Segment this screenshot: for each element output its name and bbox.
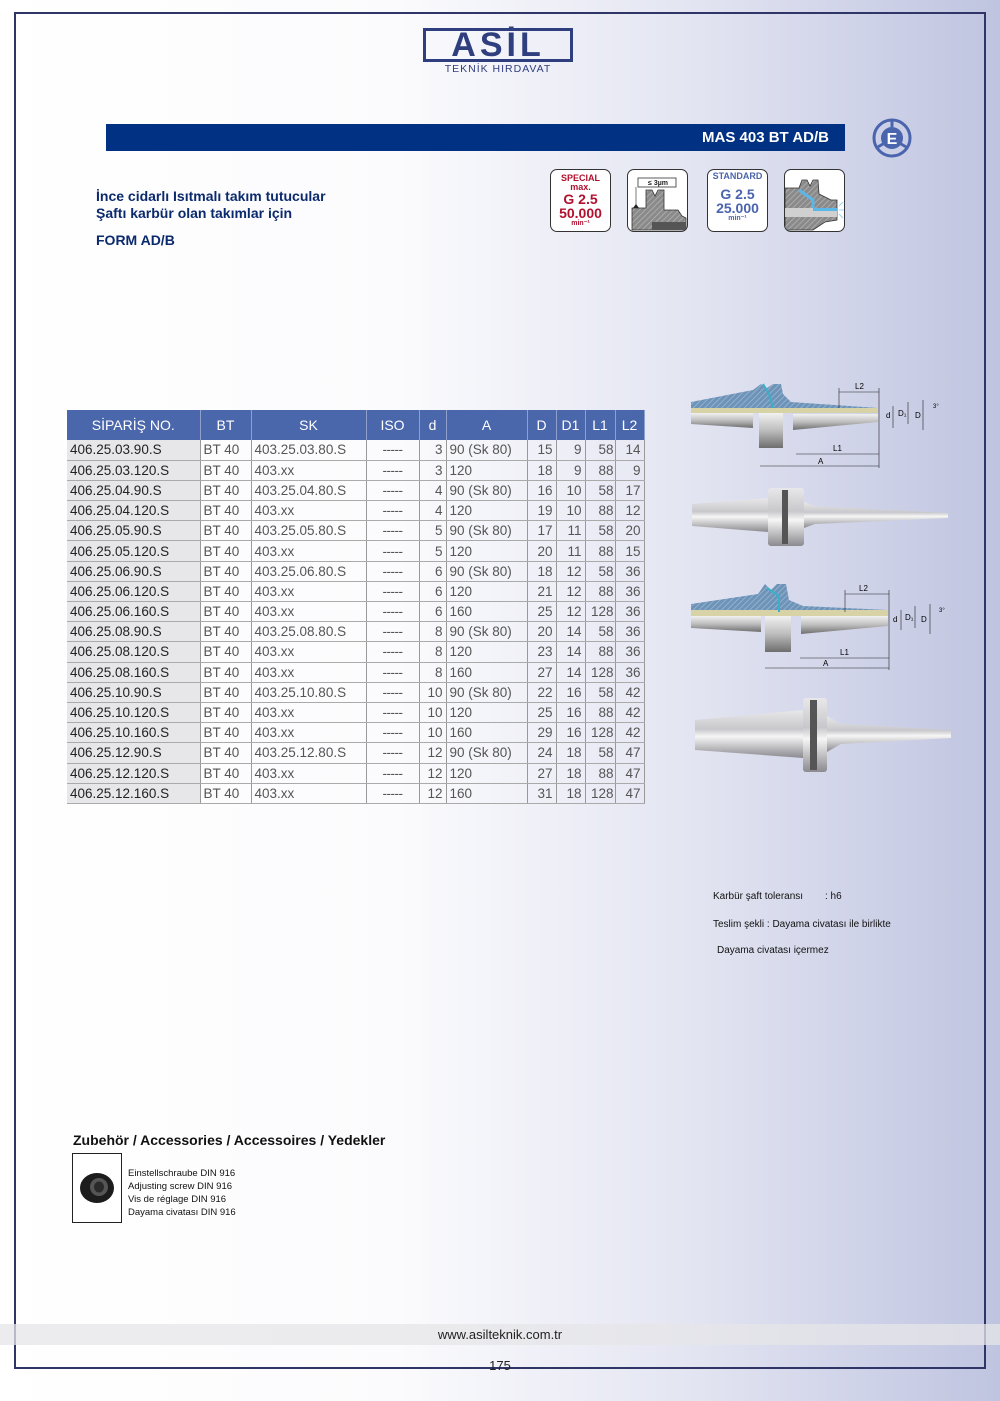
table-cell: 42 — [615, 682, 644, 702]
table-row — [67, 763, 644, 783]
table-cell: 160 — [446, 602, 527, 622]
tolerance-label: Karbür şaft toleransı — [713, 891, 804, 902]
accessories-title: Zubehör / Accessories / Accessoires / Yedekler — [73, 1132, 386, 1148]
table-cell: 128 — [585, 723, 615, 743]
badge-label: SPECIAL — [560, 173, 600, 183]
table-cell: 406.25.04.120.S — [67, 501, 200, 521]
table-cell: 406.25.08.120.S — [67, 642, 200, 662]
table-row — [67, 480, 644, 500]
page-number: 175 — [489, 1358, 511, 1373]
table-cell: 9 — [556, 460, 585, 480]
table-cell: 58 — [585, 622, 615, 642]
table-cell: BT 40 — [200, 743, 251, 763]
badge-grade: G 2.5 — [563, 191, 598, 207]
table-cell: 12 — [556, 581, 585, 601]
badge-label: STANDARD — [712, 171, 763, 181]
table-cell: 47 — [615, 783, 644, 803]
table-cell: ----- — [366, 642, 419, 662]
table-cell: 58 — [585, 440, 615, 460]
table-cell: 36 — [615, 642, 644, 662]
table-cell: 403.25.12.80.S — [251, 743, 366, 763]
table-cell: ----- — [366, 581, 419, 601]
dim-label-d-small: d — [886, 411, 891, 420]
special-balance-badge — [550, 169, 611, 232]
dim-label-l2: L2 — [855, 382, 864, 391]
specification-table — [67, 410, 645, 804]
table-cell: 58 — [585, 480, 615, 500]
col-header: SİPARİŞ NO. — [67, 410, 200, 440]
table-row — [67, 541, 644, 561]
table-cell: BT 40 — [200, 480, 251, 500]
runout-badge — [627, 169, 688, 232]
table-cell: BT 40 — [200, 763, 251, 783]
table-cell: 47 — [615, 763, 644, 783]
table-cell: 10 — [556, 480, 585, 500]
table-cell: 8 — [419, 662, 446, 682]
table-cell: BT 40 — [200, 521, 251, 541]
table-cell: 3 — [419, 460, 446, 480]
table-cell: 403.xx — [251, 723, 366, 743]
table-cell: 406.25.12.120.S — [67, 763, 200, 783]
table-cell: 11 — [556, 521, 585, 541]
tool-holder-photo-bottom — [693, 690, 953, 780]
table-cell: BT 40 — [200, 602, 251, 622]
table-cell: 120 — [446, 642, 527, 662]
table-cell: 14 — [556, 642, 585, 662]
accessory-item: Vis de réglage DIN 916 — [128, 1194, 227, 1205]
table-cell: ----- — [366, 541, 419, 561]
table-cell: BT 40 — [200, 501, 251, 521]
table-cell: 27 — [527, 763, 556, 783]
table-cell: 6 — [419, 581, 446, 601]
table-row — [67, 602, 644, 622]
table-cell: 8 — [419, 642, 446, 662]
table-cell: 16 — [556, 682, 585, 702]
table-cell: 18 — [527, 561, 556, 581]
col-header: SK — [251, 410, 366, 440]
table-cell: 403.25.04.80.S — [251, 480, 366, 500]
table-cell: BT 40 — [200, 682, 251, 702]
runout-icon — [628, 170, 688, 232]
table-cell: 10 — [419, 723, 446, 743]
table-cell: 403.25.06.80.S — [251, 561, 366, 581]
excludes-note: Dayama civatası içermez — [717, 945, 829, 956]
table-cell: ----- — [366, 480, 419, 500]
dim-label-a: A — [818, 457, 824, 466]
table-cell: 128 — [585, 662, 615, 682]
table-cell: 406.25.08.90.S — [67, 622, 200, 642]
badge-rpm: 50.000 — [559, 205, 602, 221]
table-cell: 88 — [585, 501, 615, 521]
logo-subtitle: TEKNİK HIRDAVAT — [444, 63, 552, 75]
table-cell: ----- — [366, 602, 419, 622]
table-cell: 403.25.08.80.S — [251, 622, 366, 642]
dim-label-angle: 3° — [933, 404, 939, 410]
table-cell: 120 — [446, 501, 527, 521]
set-screw-icon — [73, 1154, 121, 1222]
table-cell: 24 — [527, 743, 556, 763]
table-cell: 88 — [585, 642, 615, 662]
coolant-channel-icon — [785, 170, 845, 232]
table-header-row — [67, 410, 644, 440]
table-row — [67, 662, 644, 682]
col-header: D1 — [556, 410, 585, 440]
table-cell: 16 — [556, 702, 585, 722]
table-cell: 90 (Sk 80) — [446, 561, 527, 581]
table-cell: 58 — [585, 521, 615, 541]
table-cell: 17 — [615, 480, 644, 500]
table-cell: 18 — [527, 460, 556, 480]
table-cell: ----- — [366, 783, 419, 803]
table-cell: 406.25.10.90.S — [67, 682, 200, 702]
table-cell: BT 40 — [200, 460, 251, 480]
table-cell: BT 40 — [200, 642, 251, 662]
table-row — [67, 682, 644, 702]
table-cell: 406.25.10.120.S — [67, 702, 200, 722]
table-cell: 20 — [527, 622, 556, 642]
table-cell: 15 — [527, 440, 556, 460]
table-cell: 403.xx — [251, 501, 366, 521]
accessory-item: Einstellschraube DIN 916 — [128, 1168, 236, 1179]
table-cell: 120 — [446, 460, 527, 480]
table-cell: 406.25.12.160.S — [67, 783, 200, 803]
table-cell: 10 — [556, 501, 585, 521]
table-row — [67, 622, 644, 642]
table-cell: 58 — [585, 743, 615, 763]
col-header: BT — [200, 410, 251, 440]
dim-label-d1: D₁ — [898, 409, 907, 418]
table-cell: 406.25.03.120.S — [67, 460, 200, 480]
table-cell: 12 — [556, 561, 585, 581]
svg-text:E: E — [886, 131, 898, 148]
table-cell: 403.xx — [251, 602, 366, 622]
table-cell: 9 — [556, 440, 585, 460]
table-cell: 90 (Sk 80) — [446, 622, 527, 642]
table-cell: ----- — [366, 622, 419, 642]
table-cell: ----- — [366, 743, 419, 763]
table-cell: 403.xx — [251, 460, 366, 480]
table-cell: 18 — [556, 743, 585, 763]
table-cell: 403.xx — [251, 642, 366, 662]
table-cell: 406.25.04.90.S — [67, 480, 200, 500]
table-cell: 14 — [615, 440, 644, 460]
table-cell: 36 — [615, 581, 644, 601]
table-cell: ----- — [366, 682, 419, 702]
dim-label-l1: L1 — [840, 648, 849, 657]
table-cell: 31 — [527, 783, 556, 803]
table-cell: 406.25.10.160.S — [67, 723, 200, 743]
table-cell: 15 — [615, 541, 644, 561]
table-row — [67, 521, 644, 541]
table-cell: 6 — [419, 602, 446, 622]
table-cell: 36 — [615, 602, 644, 622]
table-cell: ----- — [366, 440, 419, 460]
table-cell: 160 — [446, 662, 527, 682]
table-cell: 403.xx — [251, 541, 366, 561]
table-cell: 403.xx — [251, 702, 366, 722]
e-emblem-icon — [871, 117, 913, 159]
table-row — [67, 501, 644, 521]
table-row — [67, 460, 644, 480]
table-cell: 406.25.05.120.S — [67, 541, 200, 561]
table-cell: 406.25.12.90.S — [67, 743, 200, 763]
badge-unit: min⁻¹ — [728, 215, 747, 222]
table-cell: 4 — [419, 480, 446, 500]
table-cell: 403.xx — [251, 662, 366, 682]
badge-grade: G 2.5 — [720, 186, 755, 202]
table-cell: 12 — [419, 743, 446, 763]
table-cell: 16 — [527, 480, 556, 500]
table-cell: BT 40 — [200, 622, 251, 642]
description-line-1: İnce cidarlı Isıtmalı takım tutucular — [96, 188, 326, 204]
table-cell: 88 — [585, 702, 615, 722]
coolant-badge — [784, 169, 845, 232]
table-row — [67, 702, 644, 722]
badge-rpm: 25.000 — [716, 200, 759, 216]
badge-max: max. — [570, 182, 591, 192]
tolerance-value: : h6 — [825, 891, 842, 902]
company-logo — [423, 28, 573, 75]
table-cell: 18 — [556, 763, 585, 783]
table-cell: 160 — [446, 723, 527, 743]
table-cell: 12 — [419, 763, 446, 783]
accessory-item: Dayama civatası DIN 916 — [128, 1207, 236, 1218]
accessory-item: Adjusting screw DIN 916 — [128, 1181, 233, 1192]
table-cell: 90 (Sk 80) — [446, 480, 527, 500]
table-cell: 36 — [615, 561, 644, 581]
table-cell: 23 — [527, 642, 556, 662]
table-cell: 10 — [419, 702, 446, 722]
table-cell: 20 — [615, 521, 644, 541]
table-cell: 12 — [615, 501, 644, 521]
product-title: MAS 403 BT AD/B — [702, 129, 829, 146]
table-cell: 8 — [419, 622, 446, 642]
table-cell: 120 — [446, 581, 527, 601]
table-row — [67, 783, 644, 803]
table-cell: ----- — [366, 662, 419, 682]
table-cell: 22 — [527, 682, 556, 702]
table-cell: 406.25.05.90.S — [67, 521, 200, 541]
table-cell: 88 — [585, 763, 615, 783]
table-cell: 406.25.03.90.S — [67, 440, 200, 460]
col-header: L1 — [585, 410, 615, 440]
table-cell: 10 — [419, 682, 446, 702]
table-cell: 406.25.06.120.S — [67, 581, 200, 601]
table-cell: 403.xx — [251, 581, 366, 601]
table-cell: BT 40 — [200, 662, 251, 682]
table-cell: BT 40 — [200, 783, 251, 803]
table-cell: 20 — [527, 541, 556, 561]
table-cell: 120 — [446, 541, 527, 561]
table-cell: 90 (Sk 80) — [446, 521, 527, 541]
col-header: L2 — [615, 410, 644, 440]
standard-balance-badge — [707, 169, 768, 232]
table-cell: BT 40 — [200, 723, 251, 743]
table-cell: 406.25.06.160.S — [67, 602, 200, 622]
table-cell: 5 — [419, 521, 446, 541]
table-cell: 128 — [585, 602, 615, 622]
col-header: ISO — [366, 410, 419, 440]
dim-label-d1: D₁ — [905, 613, 914, 622]
table-cell: 160 — [446, 783, 527, 803]
dim-label-d: D — [915, 411, 921, 420]
badge-unit: min⁻¹ — [571, 220, 590, 227]
table-cell: 25 — [527, 602, 556, 622]
table-cell: ----- — [366, 521, 419, 541]
table-cell: 12 — [419, 783, 446, 803]
table-cell: 58 — [585, 561, 615, 581]
table-row — [67, 723, 644, 743]
table-cell: 406.25.06.90.S — [67, 561, 200, 581]
table-cell: 27 — [527, 662, 556, 682]
tool-holder-photo-top — [690, 480, 950, 555]
table-cell: BT 40 — [200, 541, 251, 561]
section-drawing-bottom — [683, 580, 953, 672]
table-cell: 14 — [556, 622, 585, 642]
runout-label: ≤ 3µm — [648, 180, 668, 187]
table-cell: 36 — [615, 622, 644, 642]
table-cell: ----- — [366, 561, 419, 581]
table-cell: 42 — [615, 723, 644, 743]
table-cell: ----- — [366, 460, 419, 480]
table-cell: 403.25.03.80.S — [251, 440, 366, 460]
website-link[interactable]: www.asilteknik.com.tr — [437, 1327, 563, 1342]
table-cell: ----- — [366, 723, 419, 743]
dim-label-l1: L1 — [833, 444, 842, 453]
table-cell: 128 — [585, 783, 615, 803]
table-row — [67, 642, 644, 662]
product-description — [96, 188, 326, 248]
table-cell: 21 — [527, 581, 556, 601]
table-row — [67, 561, 644, 581]
table-cell: 36 — [615, 662, 644, 682]
dim-label-d-small: d — [893, 615, 898, 624]
table-cell: 403.25.10.80.S — [251, 682, 366, 702]
table-cell: 25 — [527, 702, 556, 722]
table-cell: 17 — [527, 521, 556, 541]
table-cell: 120 — [446, 763, 527, 783]
delivery-note: Teslim şekli : Dayama civatası ile birlikte — [713, 919, 891, 930]
table-cell: 29 — [527, 723, 556, 743]
form-type: FORM AD/B — [96, 232, 175, 248]
table-cell: 403.xx — [251, 783, 366, 803]
table-cell: 12 — [556, 602, 585, 622]
table-row — [67, 581, 644, 601]
section-drawing-top — [683, 378, 953, 470]
table-cell: 14 — [556, 662, 585, 682]
accessory-image — [72, 1153, 122, 1223]
table-cell: BT 40 — [200, 561, 251, 581]
table-row — [67, 440, 644, 460]
table-cell: 4 — [419, 501, 446, 521]
dim-label-angle: 3° — [939, 608, 945, 614]
table-cell: BT 40 — [200, 581, 251, 601]
col-header: D — [527, 410, 556, 440]
table-cell: 406.25.08.160.S — [67, 662, 200, 682]
product-title-bar — [106, 124, 845, 151]
table-cell: 6 — [419, 561, 446, 581]
description-line-2: Şaftı karbür olan takımlar için — [96, 205, 293, 221]
table-cell: ----- — [366, 763, 419, 783]
table-cell: 90 (Sk 80) — [446, 440, 527, 460]
table-cell: 47 — [615, 743, 644, 763]
table-cell: 16 — [556, 723, 585, 743]
table-cell: 9 — [615, 460, 644, 480]
table-cell: 19 — [527, 501, 556, 521]
table-cell: 90 (Sk 80) — [446, 682, 527, 702]
accessory-list — [128, 1167, 236, 1219]
table-cell: BT 40 — [200, 440, 251, 460]
table-cell: BT 40 — [200, 702, 251, 722]
dim-label-d: D — [921, 615, 927, 624]
table-cell: 403.25.05.80.S — [251, 521, 366, 541]
table-cell: 5 — [419, 541, 446, 561]
table-cell: 3 — [419, 440, 446, 460]
table-cell: 88 — [585, 581, 615, 601]
table-cell: 88 — [585, 460, 615, 480]
table-cell: 42 — [615, 702, 644, 722]
dim-label-l2: L2 — [859, 584, 868, 593]
table-cell: 403.xx — [251, 763, 366, 783]
table-cell: 88 — [585, 541, 615, 561]
table-cell: 58 — [585, 682, 615, 702]
table-cell: 11 — [556, 541, 585, 561]
table-row — [67, 743, 644, 763]
col-header: A — [446, 410, 527, 440]
table-cell: ----- — [366, 702, 419, 722]
table-cell: ----- — [366, 501, 419, 521]
table-cell: 90 (Sk 80) — [446, 743, 527, 763]
col-header: d — [419, 410, 446, 440]
table-cell: 120 — [446, 702, 527, 722]
dim-label-a: A — [823, 659, 829, 668]
table-cell: 18 — [556, 783, 585, 803]
logo-main: ASİL — [423, 28, 573, 62]
